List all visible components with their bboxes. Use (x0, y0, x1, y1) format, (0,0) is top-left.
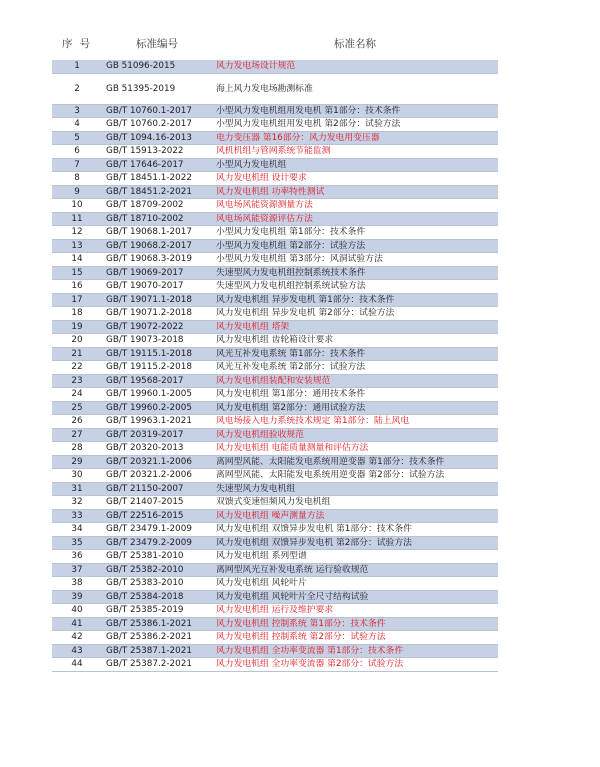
row-number: 15 (52, 266, 102, 280)
row-number: 44 (52, 658, 102, 672)
table-row (52, 334, 498, 348)
table-row (52, 73, 498, 104)
standard-name: 风力发电机组 双馈异步发电机 第2部分：试验方法 (212, 536, 498, 550)
row-number: 19 (52, 320, 102, 334)
standard-code: GB/T 25385-2019 (102, 604, 212, 618)
standard-name: 风力发电机组 塔架 (212, 320, 498, 334)
standard-name: 风力发电机组 异步发电机 第2部分：试验方法 (212, 307, 498, 321)
table-row (52, 158, 498, 172)
standard-code: GB/T 1094.16-2013 (102, 131, 212, 145)
standard-name: 风光互补发电系统 第2部分：试验方法 (212, 361, 498, 375)
standard-name: 小型风力发电机组用发电机 第1部分：技术条件 (212, 104, 498, 118)
standard-name: 双馈式变速恒频风力发电机组 (212, 496, 498, 510)
table-row (52, 320, 498, 334)
table-row (52, 145, 498, 159)
table-row (52, 550, 498, 564)
standard-code: GB/T 17646-2017 (102, 158, 212, 172)
table-row (52, 239, 498, 253)
table-row (52, 577, 498, 591)
standards-table (52, 60, 498, 672)
standard-name: 风力发电机组 风轮叶片 (212, 577, 498, 591)
standard-name: 风力发电机组 第1部分：通用技术条件 (212, 388, 498, 402)
standard-code: GB/T 19568-2017 (102, 374, 212, 388)
table-row (52, 523, 498, 537)
table-row (52, 212, 498, 226)
table-row (52, 293, 498, 307)
table-row (52, 631, 498, 645)
standard-code: GB/T 25383-2010 (102, 577, 212, 591)
standard-code: GB/T 19072-2022 (102, 320, 212, 334)
table-row (52, 266, 498, 280)
row-number: 36 (52, 550, 102, 564)
standard-name: 风力发电机组装配和安装规范 (212, 374, 498, 388)
standard-name: 离网型风能、太阳能发电系统用逆变器 第1部分：技术条件 (212, 455, 498, 469)
standards-table-body (52, 60, 498, 671)
row-number: 20 (52, 334, 102, 348)
table-row (52, 226, 498, 240)
row-number: 40 (52, 604, 102, 618)
table-row (52, 644, 498, 658)
row-number: 5 (52, 131, 102, 145)
standard-name: 风电场风能资源评估方法 (212, 212, 498, 226)
table-row (52, 60, 498, 73)
row-number: 29 (52, 455, 102, 469)
row-number: 41 (52, 617, 102, 631)
row-number: 14 (52, 253, 102, 267)
standard-code: GB/T 19068.1-2017 (102, 226, 212, 240)
row-number: 42 (52, 631, 102, 645)
standard-code: GB/T 18710-2002 (102, 212, 212, 226)
standard-name: 风力发电机组 全功率变流器 第1部分：技术条件 (212, 644, 498, 658)
standard-code: GB/T 23479.2-2009 (102, 536, 212, 550)
standard-code: GB/T 25382-2010 (102, 563, 212, 577)
row-number: 32 (52, 496, 102, 510)
table-row (52, 307, 498, 321)
standard-name: 海上风力发电场勘测标准 (212, 73, 498, 104)
row-number: 1 (52, 60, 102, 73)
row-number: 10 (52, 199, 102, 213)
standard-code: GB/T 21150-2007 (102, 482, 212, 496)
standard-name: 风力发电机组 全功率变流器 第2部分：试验方法 (212, 658, 498, 672)
row-number: 25 (52, 401, 102, 415)
row-number: 12 (52, 226, 102, 240)
row-number: 37 (52, 563, 102, 577)
standard-name: 风力发电机组 第2部分：通用试验方法 (212, 401, 498, 415)
table-row (52, 469, 498, 483)
standard-code: GB/T 19068.3-2019 (102, 253, 212, 267)
standard-name: 风力发电机组 双馈异步发电机 第1部分：技术条件 (212, 523, 498, 537)
standard-code: GB/T 20321.2-2006 (102, 469, 212, 483)
standard-name: 离网型风能、太阳能发电系统用逆变器 第2部分：试验方法 (212, 469, 498, 483)
standard-name: 风力发电机组 功率特性测试 (212, 185, 498, 199)
row-number: 38 (52, 577, 102, 591)
header-standard-code: 标准编号 (136, 38, 178, 50)
row-number: 18 (52, 307, 102, 321)
table-row (52, 185, 498, 199)
standard-code: GB/T 19960.2-2005 (102, 401, 212, 415)
table-row (52, 131, 498, 145)
standard-name: 风力发电机组 设计要求 (212, 172, 498, 186)
row-number: 4 (52, 118, 102, 132)
row-number: 11 (52, 212, 102, 226)
row-number: 3 (52, 104, 102, 118)
standard-name: 风力发电机组 系列型谱 (212, 550, 498, 564)
row-number: 28 (52, 442, 102, 456)
table-row (52, 347, 498, 361)
standard-code: GB/T 18709-2002 (102, 199, 212, 213)
standard-code: GB/T 20321.1-2006 (102, 455, 212, 469)
standard-name: 风电场风能资源测量方法 (212, 199, 498, 213)
table-row (52, 280, 498, 294)
standard-code: GB/T 19960.1-2005 (102, 388, 212, 402)
standard-name: 风力发电机组 噪声测量方法 (212, 509, 498, 523)
standard-code: GB/T 22516-2015 (102, 509, 212, 523)
standard-name: 风电场接入电力系统技术规定 第1部分：陆上风电 (212, 415, 498, 429)
table-row (52, 374, 498, 388)
standard-code: GB 51395-2019 (102, 73, 212, 104)
standard-name: 风力发电场设计规范 (212, 60, 498, 73)
header-serial-number: 序 号 (61, 38, 93, 50)
table-row (52, 442, 498, 456)
table-row (52, 104, 498, 118)
standard-name: 离网型风光互补发电系统 运行验收规范 (212, 563, 498, 577)
row-number: 34 (52, 523, 102, 537)
table-row (52, 590, 498, 604)
row-number: 13 (52, 239, 102, 253)
standard-code: GB/T 19115.1-2018 (102, 347, 212, 361)
standard-name: 风机机组与管网系统节能监测 (212, 145, 498, 159)
standard-code: GB 51096-2015 (102, 60, 212, 73)
standard-name: 失速型风力发电机组控制系统技术条件 (212, 266, 498, 280)
row-number: 23 (52, 374, 102, 388)
row-number: 22 (52, 361, 102, 375)
row-number: 9 (52, 185, 102, 199)
standard-code: GB/T 25384-2018 (102, 590, 212, 604)
row-number: 26 (52, 415, 102, 429)
table-row (52, 604, 498, 618)
table-row (52, 509, 498, 523)
standard-code: GB/T 19073-2018 (102, 334, 212, 348)
row-number: 35 (52, 536, 102, 550)
row-number: 17 (52, 293, 102, 307)
standard-code: GB/T 19071.1-2018 (102, 293, 212, 307)
standard-name: 风力发电机组 控制系统 第1部分：技术条件 (212, 617, 498, 631)
standard-code: GB/T 21407-2015 (102, 496, 212, 510)
standard-name: 小型风力发电机组用发电机 第2部分：试验方法 (212, 118, 498, 132)
standard-code: GB/T 10760.2-2017 (102, 118, 212, 132)
table-row (52, 482, 498, 496)
standard-code: GB/T 19963.1-2021 (102, 415, 212, 429)
standard-code: GB/T 18451.2-2021 (102, 185, 212, 199)
standard-name: 小型风力发电机组 第2部分：试验方法 (212, 239, 498, 253)
standard-code: GB/T 19071.2-2018 (102, 307, 212, 321)
standard-code: GB/T 25381-2010 (102, 550, 212, 564)
standard-code: GB/T 25387.1-2021 (102, 644, 212, 658)
standard-code: GB/T 25387.2-2021 (102, 658, 212, 672)
standard-name: 风力发电机组 运行及维护要求 (212, 604, 498, 618)
standard-name: 风光互补发电系统 第1部分：技术条件 (212, 347, 498, 361)
table-row (52, 172, 498, 186)
table-row (52, 428, 498, 442)
table-row (52, 455, 498, 469)
standard-code: GB/T 25386.2-2021 (102, 631, 212, 645)
standard-code: GB/T 25386.1-2021 (102, 617, 212, 631)
standard-name: 小型风力发电机组 第1部分：技术条件 (212, 226, 498, 240)
standard-name: 风力发电机组 电能质量测量和评估方法 (212, 442, 498, 456)
row-number: 39 (52, 590, 102, 604)
standard-name: 小型风力发电机组 (212, 158, 498, 172)
standard-code: GB/T 19068.2-2017 (102, 239, 212, 253)
standard-code: GB/T 18451.1-2022 (102, 172, 212, 186)
standard-code: GB/T 10760.1-2017 (102, 104, 212, 118)
standard-code: GB/T 19069-2017 (102, 266, 212, 280)
standard-name: 小型风力发电机组 第3部分：风洞试验方法 (212, 253, 498, 267)
table-row (52, 536, 498, 550)
table-row (52, 388, 498, 402)
row-number: 30 (52, 469, 102, 483)
table-row (52, 563, 498, 577)
standard-code: GB/T 20319-2017 (102, 428, 212, 442)
row-number: 27 (52, 428, 102, 442)
standard-code: GB/T 19070-2017 (102, 280, 212, 294)
row-number: 7 (52, 158, 102, 172)
table-row (52, 118, 498, 132)
table-row (52, 496, 498, 510)
standard-code: GB/T 20320-2013 (102, 442, 212, 456)
row-number: 43 (52, 644, 102, 658)
standard-code: GB/T 15913-2022 (102, 145, 212, 159)
table-row (52, 617, 498, 631)
table-row (52, 361, 498, 375)
standard-name: 风力发电机组 控制系统 第2部分：试验方法 (212, 631, 498, 645)
row-number: 2 (52, 73, 102, 104)
standard-code: GB/T 19115.2-2018 (102, 361, 212, 375)
standard-name: 风力发电机组 齿轮箱设计要求 (212, 334, 498, 348)
row-number: 24 (52, 388, 102, 402)
standard-name: 失速型风力发电机组 (212, 482, 498, 496)
row-number: 33 (52, 509, 102, 523)
standard-code: GB/T 23479.1-2009 (102, 523, 212, 537)
standard-name: 失速型风力发电机组控制系统试验方法 (212, 280, 498, 294)
header-standard-name: 标准名称 (334, 38, 376, 50)
standard-name: 风力发电机组验收规范 (212, 428, 498, 442)
table-row (52, 401, 498, 415)
row-number: 8 (52, 172, 102, 186)
row-number: 31 (52, 482, 102, 496)
row-number: 6 (52, 145, 102, 159)
standard-name: 风力发电机组 风轮叶片全尺寸结构试验 (212, 590, 498, 604)
standard-name: 电力变压器 第16部分：风力发电用变压器 (212, 131, 498, 145)
table-row (52, 658, 498, 672)
table-row (52, 253, 498, 267)
row-number: 16 (52, 280, 102, 294)
standard-name: 风力发电机组 异步发电机 第1部分：技术条件 (212, 293, 498, 307)
row-number: 21 (52, 347, 102, 361)
table-row (52, 415, 498, 429)
table-row (52, 199, 498, 213)
